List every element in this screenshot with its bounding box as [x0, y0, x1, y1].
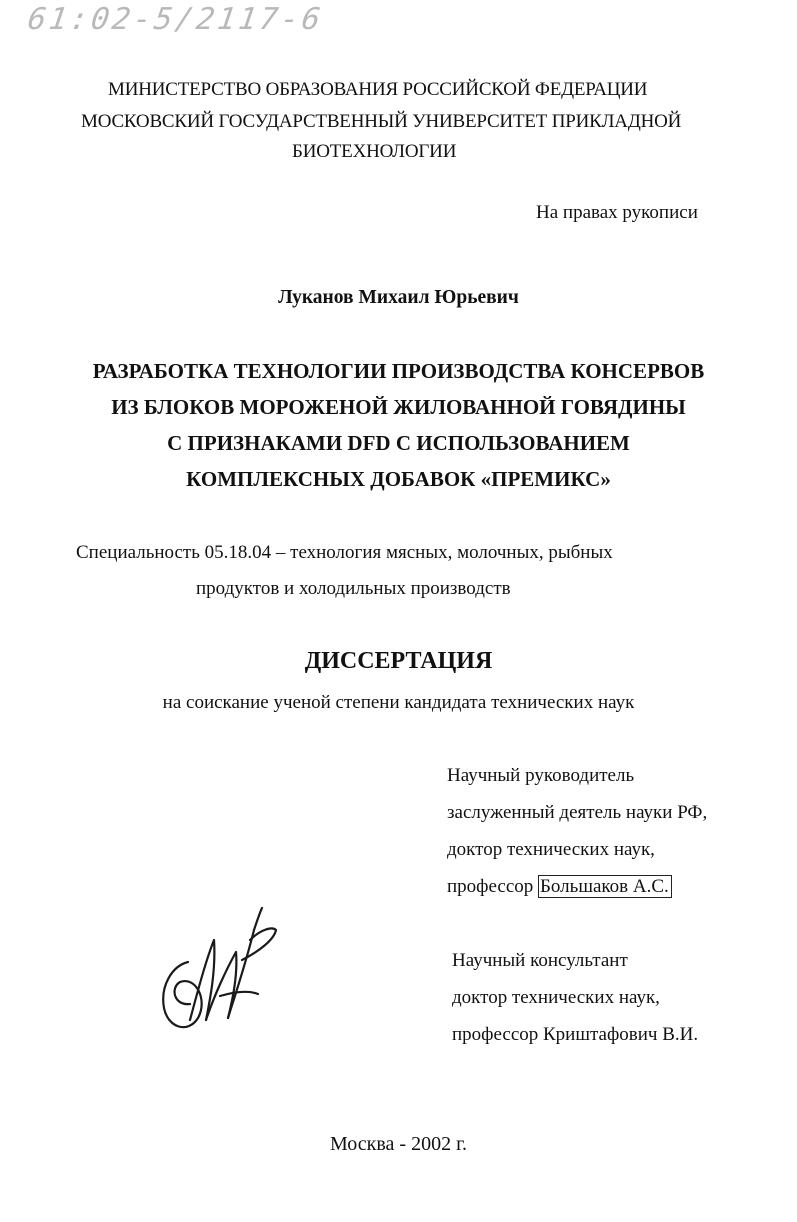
- title-line: КОМПЛЕКСНЫХ ДОБАВОК «ПРЕМИКС»: [186, 467, 611, 491]
- ministry-line: МИНИСТЕРСТВО ОБРАЗОВАНИЯ РОССИЙСКОЙ ФЕДЕРАЦИИ: [108, 79, 648, 100]
- university-line: МОСКОВСКИЙ ГОСУДАРСТВЕННЫЙ УНИВЕРСИТЕТ ПРИКЛАДНОЙ: [81, 111, 682, 132]
- title-line: РАЗРАБОТКА ТЕХНОЛОГИИ ПРОИЗВОДСТВА КОНСЕРВОВ: [92, 359, 705, 383]
- city-year: Москва - 2002 г.: [329, 1133, 468, 1155]
- rights-note: На правах рукописи: [536, 202, 698, 223]
- dissertation-title: [0, 353, 797, 497]
- consultant-role: Научный консультант: [452, 950, 628, 971]
- title-line: С ПРИЗНАКАМИ DFD С ИСПОЛЬЗОВАНИЕМ: [167, 431, 630, 455]
- specialty-line: Специальность 05.18.04 – технология мясных, молочных, рыбных: [76, 542, 613, 563]
- university-line-continued: БИОТЕХНОЛОГИИ: [292, 141, 457, 162]
- consultant-title-name: профессор Криштафович В.И.: [452, 1024, 699, 1045]
- handwritten-archive-number: 61:02-5/2117-6: [25, 2, 326, 37]
- author-name: Луканов Михаил Юрьевич: [278, 287, 519, 308]
- specialty-line-continued: продуктов и холодильных производств: [196, 578, 511, 599]
- consultant-degree: доктор технических наук,: [452, 987, 660, 1008]
- supervisor-name-boxed: Большаков А.С.: [538, 875, 672, 898]
- supervisor-title: профессор: [447, 876, 534, 897]
- degree-line: на соискание ученой степени кандидата технических наук: [162, 692, 635, 713]
- document-type-heading: ДИССЕРТАЦИЯ: [304, 648, 493, 674]
- supervisor-role: Научный руководитель: [447, 765, 635, 786]
- title-line: ИЗ БЛОКОВ МОРОЖЕНОЙ ЖИЛОВАННОЙ ГОВЯДИНЫ: [111, 395, 686, 419]
- supervisor-honor: заслуженный деятель науки РФ,: [447, 802, 708, 823]
- supervisor-degree: доктор технических наук,: [447, 839, 655, 860]
- supervisor-title-name: [447, 876, 672, 898]
- handwritten-signature: [150, 900, 280, 1040]
